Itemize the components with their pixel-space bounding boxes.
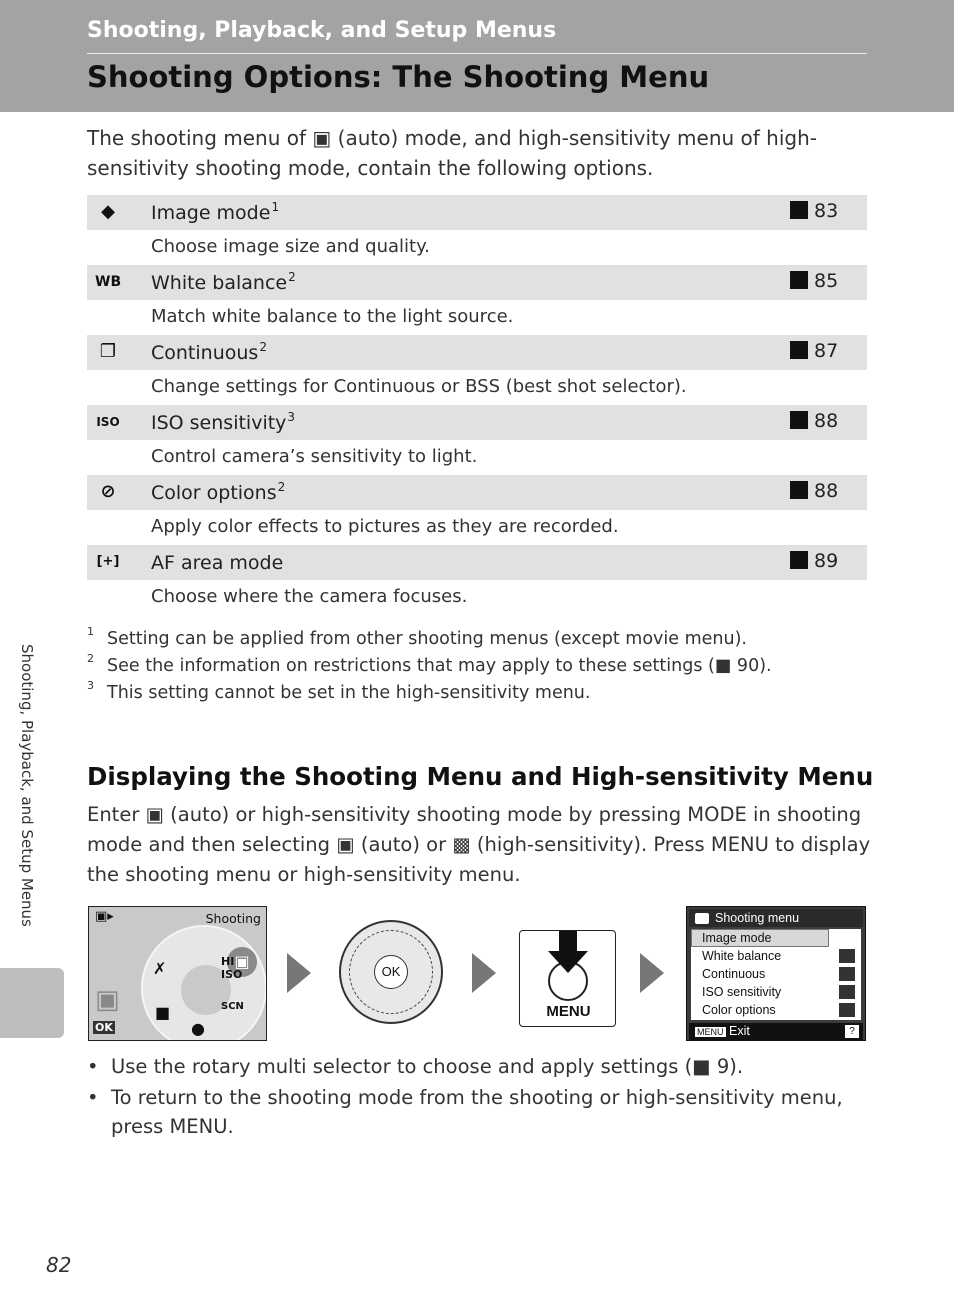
rotary-multi-selector [339,920,443,1024]
menu-item-image-mode: Image mode [691,929,829,947]
image-mode-icon: ◆ [101,201,115,222]
press-arrow-head [548,951,588,973]
page-ref-icon [790,551,808,569]
header-divider [87,53,867,54]
option-name: Image mode$^1$ [151,200,280,224]
option-name: ISO sensitivity$^3$ [151,410,296,434]
camera-large-icon: ▣ [95,985,120,1015]
option-description: Change settings for Continuous or BSS (best shot selector). [151,376,687,397]
continuous-icon: ❐ [99,341,117,362]
menu-item-color-options: Color options [691,1001,861,1019]
arrow-icon [640,953,664,993]
option-row-color-options [87,475,867,510]
page-ref-icon [790,411,808,429]
voice-icon: ● [191,1019,205,1038]
movie-icon: ■ [155,1003,171,1022]
menu-key-label: MENU [697,1027,724,1037]
option-description: Choose where the camera focuses. [151,586,468,607]
auto-icon [839,949,855,963]
press-arrow-icon [559,931,577,953]
shooting-menu-screen [686,906,866,1041]
page-ref-icon [790,201,808,219]
page-ref-icon [790,341,808,359]
footnote: 1 Setting can be applied from other shooting menus (except movie menu). [87,625,747,649]
page-reference: 89 [790,550,838,572]
option-name: Continuous$^2$ [151,340,267,364]
option-row-white-balance [87,265,867,300]
camera-small-icon: ▣▸ [95,909,114,924]
menu-item-white-balance: White balance [691,947,861,965]
auto-icon [839,985,855,999]
header-band [0,0,954,112]
page-reference: 88 [790,480,838,502]
footnotes [87,627,867,708]
menu-label: MENU [546,1003,591,1020]
menu-list [691,929,861,1020]
footnote: 3 This setting cannot be set in the high-sensitivity menu. [87,679,591,703]
page-title: Shooting Options: The Shooting Menu [87,60,710,94]
page-reference: 87 [790,340,838,362]
single-icon [839,967,855,981]
option-description: Choose image size and quality. [151,236,430,257]
page-reference: 83 [790,200,838,222]
color-icon [839,1003,855,1017]
options-table [87,195,867,615]
bullet-item: • To return to the shooting mode from the shooting or high-sensitivity menu, press MENU. [87,1086,843,1138]
help-icon: ? [845,1025,859,1038]
option-row-image-mode [87,195,867,230]
mode-selection-screen [88,906,267,1041]
screen-label: Shooting [205,911,261,926]
side-label: Shooting, Playback, and Setup Menus [18,644,36,927]
side-tab [0,968,64,1038]
option-description: Match white balance to the light source. [151,306,514,327]
mode-dial [141,925,267,1041]
section-title: Shooting, Playback, and Setup Menus [87,18,557,43]
page-reference: 88 [790,410,838,432]
ok-button: OK [374,955,408,989]
page-ref-icon [790,271,808,289]
option-row-iso [87,405,867,440]
camera-icon [695,913,709,924]
bullet-list [87,1052,867,1143]
arrow-icon [472,953,496,993]
option-row-af-area [87,545,867,580]
exit-bar: MENU Exit ? [689,1023,863,1040]
screen-title-bar: Shooting menu [689,909,863,927]
auto-mode-icon: ▣ [227,947,257,977]
page-reference: 85 [790,270,838,292]
menu-item-iso: ISO sensitivity [691,983,861,1001]
option-name: White balance$^2$ [151,270,296,294]
high-sensitivity-icon: HI ISO [221,955,243,981]
instructions-paragraph: Enter ▣ (auto) or high-sensitivity shooting mode by pressing MODE in shooting mode and then selecting ▣ (auto) or ▩ (high-sensitivity). Press MENU to display the shooting menu or high-sensitivity menu. [87,803,871,886]
option-description: Control camera’s sensitivity to light. [151,446,478,467]
scene-icon: SCN [221,1001,244,1012]
option-row-continuous [87,335,867,370]
arrow-icon [287,953,311,993]
af-area-icon: [+] [96,554,120,569]
option-name: Color options$^2$ [151,480,286,504]
subheading: Displaying the Shooting Menu and High-sensitivity Menu [87,762,874,791]
menu-item-continuous: Continuous [691,965,861,983]
color-options-icon: ⊘ [100,481,116,502]
page-ref-icon [790,481,808,499]
footnote: 2 See the information on restrictions that may apply to these settings (■ 90). [87,652,772,676]
bullet-item: • Use the rotary multi selector to choose and apply settings (■ 9). [87,1055,744,1078]
white-balance-icon: WB [95,274,122,290]
ok-small-icon: OK [95,1021,113,1034]
menu-button-illustration [519,930,616,1027]
setup-icon: ✗ [153,959,167,978]
intro-paragraph: The shooting menu of ▣ (auto) mode, and high-sensitivity menu of high-sensitivity shooting mode, contain the following options. [87,126,817,180]
page-number: 82 [46,1253,72,1277]
iso-icon: ISO [96,415,120,429]
option-name: AF area mode [151,552,284,574]
option-description: Apply color effects to pictures as they are recorded. [151,516,619,537]
